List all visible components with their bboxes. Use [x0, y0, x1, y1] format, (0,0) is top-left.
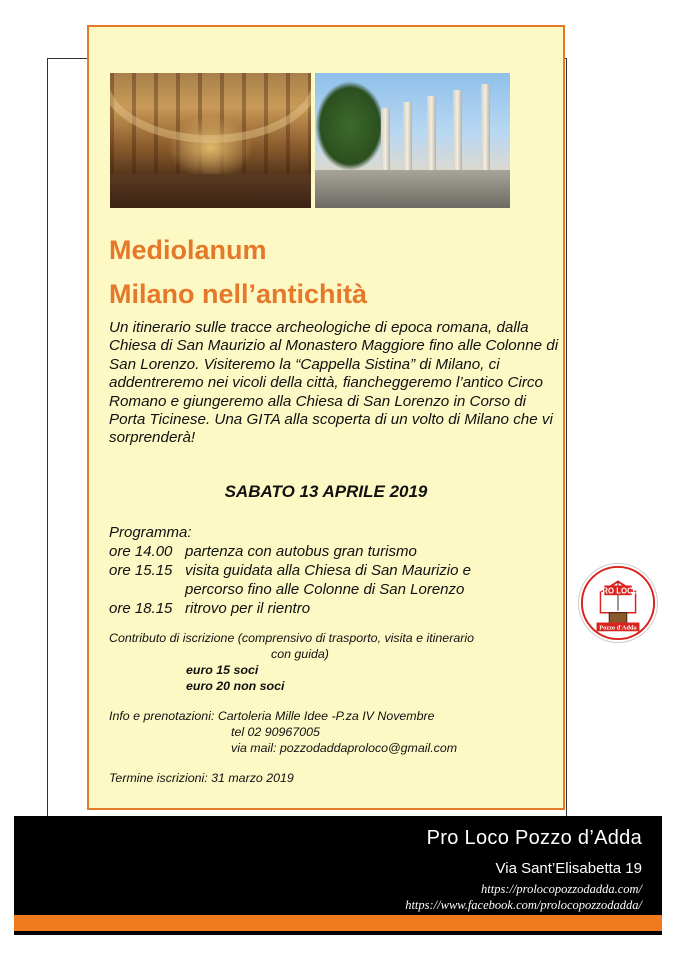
logo-top-text: PRO LOCO: [597, 586, 639, 596]
program-text: ritrovo per il rientro: [185, 600, 311, 617]
intro-paragraph: Un itinerario sulle tracce archeologiche di epoca romana, dalla Chiesa di San Maurizio al Monastero Maggiore fino alle Colonne di San Lorenzo. Visiteremo la “Cappella Sistina” di Milano, ci addentreremo nei vicoli della città, fiancheggeremo l’antico Circo Romano e giungeremo alla Chiesa di San Lorenzo in Corso di Porta Ticinese. Una GITA alla scoperta di un volto di Milano che vi sorprenderà!: [109, 319, 559, 447]
photo-vault-detail: [110, 73, 311, 143]
photo-column: [403, 102, 412, 178]
photo-tree-detail: [315, 81, 385, 171]
info-line-1: Info e prenotazioni: Cartoleria Mille Idee -P.za IV Novembre: [109, 709, 435, 723]
info-phone: tel 02 90967005: [231, 725, 320, 739]
colonne-san-lorenzo-photo: [315, 73, 510, 208]
title-line-1: Mediolanum: [109, 235, 267, 265]
program-time: ore 18.15: [109, 600, 173, 617]
title-line-2: Milano nell’antichità: [109, 279, 368, 309]
event-date: SABATO 13 APRILE 2019: [224, 482, 428, 501]
program-title: Programma:: [109, 524, 192, 541]
registration-deadline: Termine iscrizioni: 31 marzo 2019: [109, 771, 294, 785]
fee-line-1: Contributo di iscrizione (comprensivo di trasporto, visita e itinerario: [109, 631, 474, 645]
logo-graphic: [579, 564, 657, 642]
logo-bottom-text: Pozzo d'Adda: [599, 624, 637, 632]
facebook-link[interactable]: https://www.facebook.com/prolocopozzodadda/: [405, 898, 642, 912]
fee-line-2: con guida): [271, 647, 329, 661]
pro-loco-logo: [578, 563, 658, 643]
flyer-panel: [87, 25, 565, 810]
fee-members: euro 15 soci: [186, 663, 259, 677]
program-text-continuation: percorso fino alle Colonne di San Lorenzo: [185, 581, 465, 598]
photo-column: [453, 90, 462, 178]
footer-orange-bar: [14, 915, 662, 931]
program-text: partenza con autobus gran turismo: [185, 543, 417, 560]
footer-org-name: Pro Loco Pozzo d’Adda: [426, 827, 642, 849]
info-email: via mail: pozzodaddaproloco@gmail.com: [231, 741, 458, 755]
fee-non-members: euro 20 non soci: [186, 679, 285, 693]
photo-floor-detail: [110, 174, 311, 208]
program-time: ore 15.15: [109, 562, 173, 579]
photo-ground-detail: [315, 170, 510, 208]
photo-column: [381, 108, 390, 178]
photo-column: [427, 96, 436, 178]
program-time: ore 14.00: [109, 543, 173, 560]
church-interior-photo: [110, 73, 311, 208]
footer-address: Via Sant’Elisabetta 19: [495, 860, 642, 877]
website-link[interactable]: https://prolocopozzodadda.com/: [481, 882, 642, 896]
photo-column: [481, 84, 490, 178]
footer: [14, 816, 662, 935]
program-text: visita guidata alla Chiesa di San Maurizio e: [185, 562, 471, 579]
